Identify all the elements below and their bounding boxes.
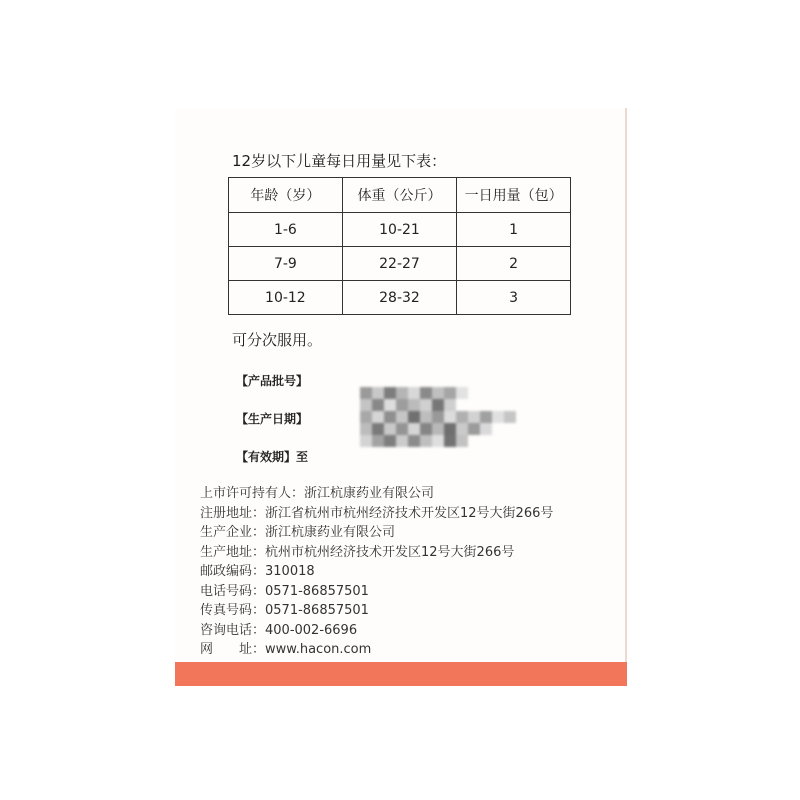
cell-age: 1-6 [229, 213, 343, 247]
cell-weight: 22-27 [342, 247, 456, 281]
cell-weight: 28-32 [342, 281, 456, 315]
table-row [229, 281, 571, 315]
postal-code: 邮政编码：310018 [200, 564, 315, 579]
dosage-heading: 12岁以下儿童每日用量见下表： [232, 152, 447, 170]
fax-number: 传真号码：0571-86857501 [200, 603, 369, 618]
cell-weight: 10-21 [342, 213, 456, 247]
table-row [229, 213, 571, 247]
cell-age: 7-9 [229, 247, 343, 281]
phone-number: 电话号码：0571-86857501 [200, 583, 369, 599]
production-date-label: 【生产日期】 [236, 412, 309, 426]
batch-number-label: 【产品批号】 [236, 374, 309, 388]
production-address: 生产地址：杭州市杭州经济技术开发区12号大街266号 [200, 544, 515, 560]
accent-band [175, 662, 627, 686]
dosage-table [228, 177, 571, 315]
manufacturer: 生产企业：浙江杭康药业有限公司 [200, 525, 396, 540]
cell-dose: 2 [457, 247, 571, 281]
cell-age: 10-12 [229, 281, 343, 315]
license-holder: 上市许可持有人：浙江杭康药业有限公司 [200, 486, 435, 501]
hotline: 咨询电话：400-002-6696 [200, 622, 358, 638]
company-info [200, 484, 553, 660]
table-header-row [229, 178, 571, 213]
header-weight: 体重（公斤） [342, 178, 456, 213]
header-daily-dose: 一日用量（包） [457, 178, 571, 213]
website: 网 址：www.hacon.com [200, 642, 372, 657]
redacted-print-block [360, 385, 520, 455]
cell-dose: 3 [457, 281, 571, 315]
dosage-note: 可分次服用。 [232, 331, 323, 349]
registered-address: 注册地址：浙江省杭州市杭州经济技术开发区12号大街266号 [200, 505, 554, 521]
table-row [229, 247, 571, 281]
cell-dose: 1 [457, 213, 571, 247]
header-age: 年龄（岁） [229, 178, 343, 213]
expiry-label: 【有效期】至 [236, 450, 309, 464]
